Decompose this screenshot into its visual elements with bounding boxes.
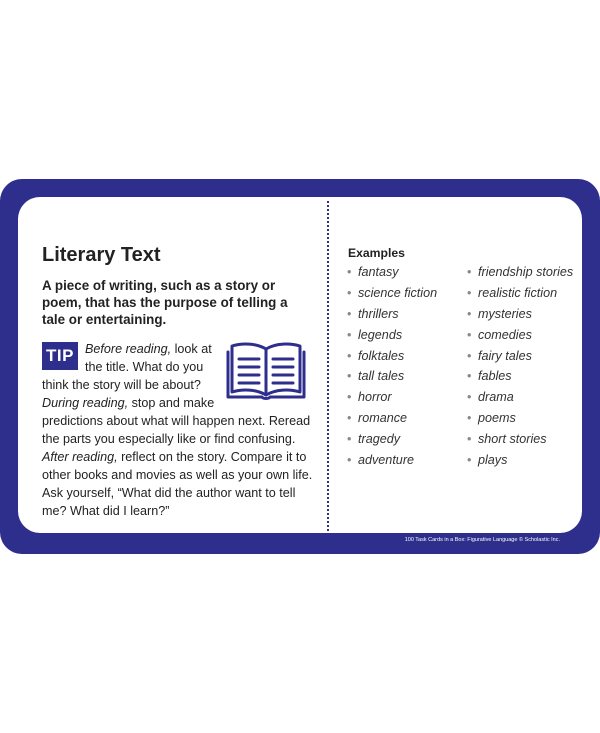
list-item: • friendship stories (466, 265, 576, 280)
dotted-divider (327, 201, 329, 531)
task-card (0, 179, 600, 554)
copyright-notice: 100 Task Cards in a Box: Figurative Language © Scholastic Inc. (404, 537, 560, 543)
list-item: • romance (346, 411, 461, 426)
tip-after-reading: After reading, (42, 450, 118, 464)
tip-badge: TIP (42, 342, 78, 370)
list-item: • adventure (346, 453, 461, 468)
list-item: • fantasy (346, 265, 461, 280)
list-item: • comedies (466, 328, 576, 343)
open-book-icon (224, 340, 308, 402)
list-item: • poems (466, 411, 576, 426)
tip-before-reading: Before reading, (85, 342, 172, 356)
tip-during-reading: During reading, (42, 396, 129, 410)
tip-text-1: look at the title. What do you think the story will be about? (42, 342, 212, 392)
list-item: • science fiction (346, 286, 461, 301)
list-item: • realistic fiction (466, 286, 576, 301)
list-item: • legends (346, 328, 461, 343)
list-item: • short stories (466, 432, 576, 447)
list-item: • plays (466, 453, 576, 468)
tip-text-3: reflect on the story. Compare it to other books and movies as well as your own life. Ask yourself, “What did the author want to tell me? What did I learn?” (42, 450, 313, 518)
list-item: • fables (466, 369, 576, 384)
list-item: • tragedy (346, 432, 461, 447)
examples-list-right (466, 265, 576, 474)
examples-list-left (346, 265, 461, 474)
examples-heading: Examples (348, 246, 405, 260)
tip-block (42, 340, 322, 520)
tip-text-2: stop and make predictions about what will happen next. Reread the parts you especially like or find confusing. (42, 396, 311, 446)
list-item: • folktales (346, 349, 461, 364)
list-item: • mysteries (466, 307, 576, 322)
list-item: • horror (346, 390, 461, 405)
list-item: • drama (466, 390, 576, 405)
list-item: • tall tales (346, 369, 461, 384)
card-title: Literary Text (42, 244, 161, 266)
list-item: • fairy tales (466, 349, 576, 364)
definition-text: A piece of writing, such as a story or poem, that has the purpose of telling a tale or entertaining. (42, 278, 288, 327)
list-item: • thrillers (346, 307, 461, 322)
card-panel (18, 197, 582, 533)
